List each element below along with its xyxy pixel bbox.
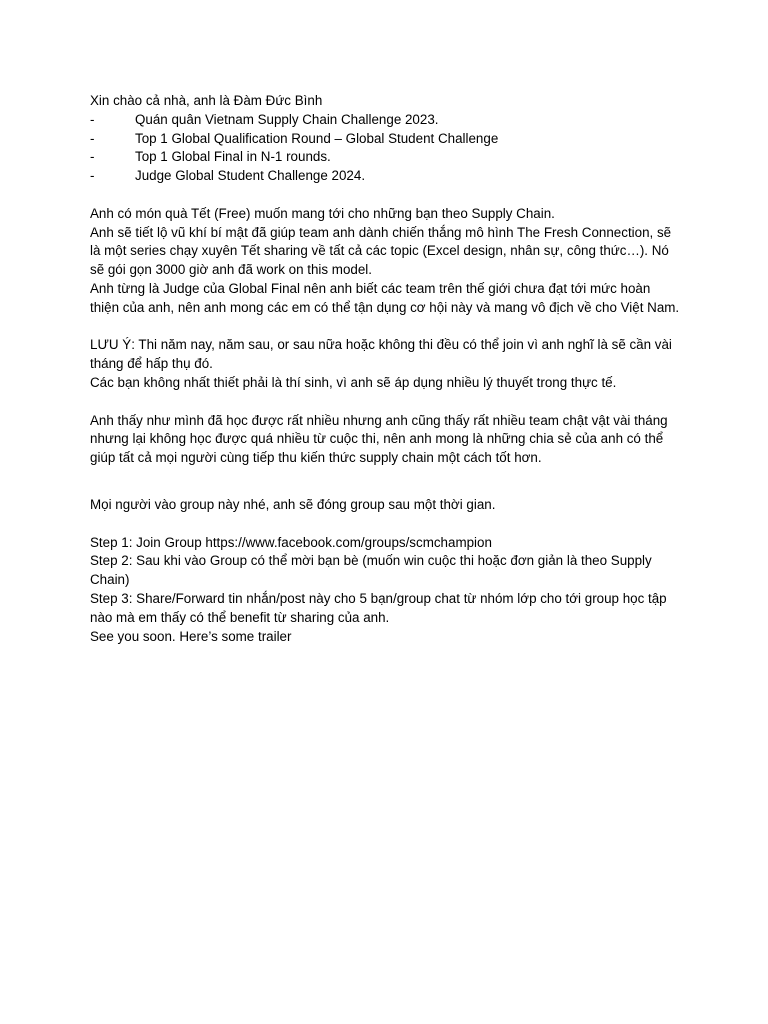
greeting-line: Xin chào cả nhà, anh là Đàm Đức Bình [90,93,323,108]
bullet-dash: - [90,111,95,127]
paragraph-spacer [90,515,680,534]
achievement-list [90,111,680,186]
achievement-text: Top 1 Global Final in N-1 rounds. [135,149,331,165]
achievement-item [90,167,680,186]
gift-announcement: Anh có món quà Tết (Free) muốn mang tới cho những bạn theo Supply Chain. [90,205,555,221]
invite-text: Mọi người vào group này nhé, anh sẽ đóng group sau một thời gian. [90,496,496,512]
bullet-dash: - [90,130,95,146]
secret-weapon-text: Anh sẽ tiết lộ vũ khí bí mật đã giúp team anh dành chiến thắng mô hình The Fresh Connection, sẽ là một series chạy xuyên Tết sharing về tất cả các topic (Excel design, nhân sự, công thức…). Nó sẽ gói gọn 3000 giờ anh đã work on this model. [90,224,672,278]
closing-line: See you soon. Here’s some trailer [90,628,292,644]
paragraph-spacer [90,393,680,412]
learning-paragraph: Anh thấy như mình đã học được rất nhiều nhưng anh cũng thấy rất nhiều team chật vật vài tháng nhưng lại không học được quá nhiều từ cuộc thi, nên anh mong là những chia sẻ của anh có thể giúp tất cả mọi người cùng tiếp thu kiến thức supply chain một cách tốt hơn. [90,412,668,466]
paragraph-spacer [90,468,680,496]
step-2: Step 2: Sau khi vào Group có thể mời bạn bè (muốn win cuộc thi hoặc đơn giản là theo Supply Chain) [90,553,652,588]
bullet-dash: - [90,149,95,165]
note-text: LƯU Ý: Thi năm nay, năm sau, or sau nữa hoặc không thi đều có thể join vì anh nghĩ là sẽ cần vài tháng để hấp thụ đó. [90,337,672,372]
achievement-item [90,130,680,149]
note-followup: Các bạn không nhất thiết phải là thí sinh, vì anh sẽ áp dụng nhiều lý thuyết trong thực tế. [90,374,617,390]
achievement-text: Quán quân Vietnam Supply Chain Challenge 2023. [135,111,439,127]
step-3: Step 3: Share/Forward tin nhắn/post này cho 5 bạn/group chat từ nhóm lớp cho tới group học tập nào mà em thấy có thể benefit từ sharing của anh. [90,590,667,625]
bullet-dash: - [90,168,95,184]
achievement-text: Judge Global Student Challenge 2024. [135,168,366,184]
paragraph-spacer [90,186,680,205]
step-1: Step 1: Join Group https://www.facebook.com/groups/scmchampion [90,534,492,550]
achievement-item [90,148,680,167]
document-page [90,92,680,646]
paragraph-spacer [90,318,680,337]
judge-text: Anh từng là Judge của Global Final nên anh biết các team trên thế giới chưa đạt tới mức hoàn thiện của anh, nên anh mong các em có thể tận dụng cơ hội này và mang vô địch về cho Việt Nam. [90,280,680,315]
achievement-text: Top 1 Global Qualification Round – Global Student Challenge [135,130,499,146]
achievement-item [90,111,680,130]
